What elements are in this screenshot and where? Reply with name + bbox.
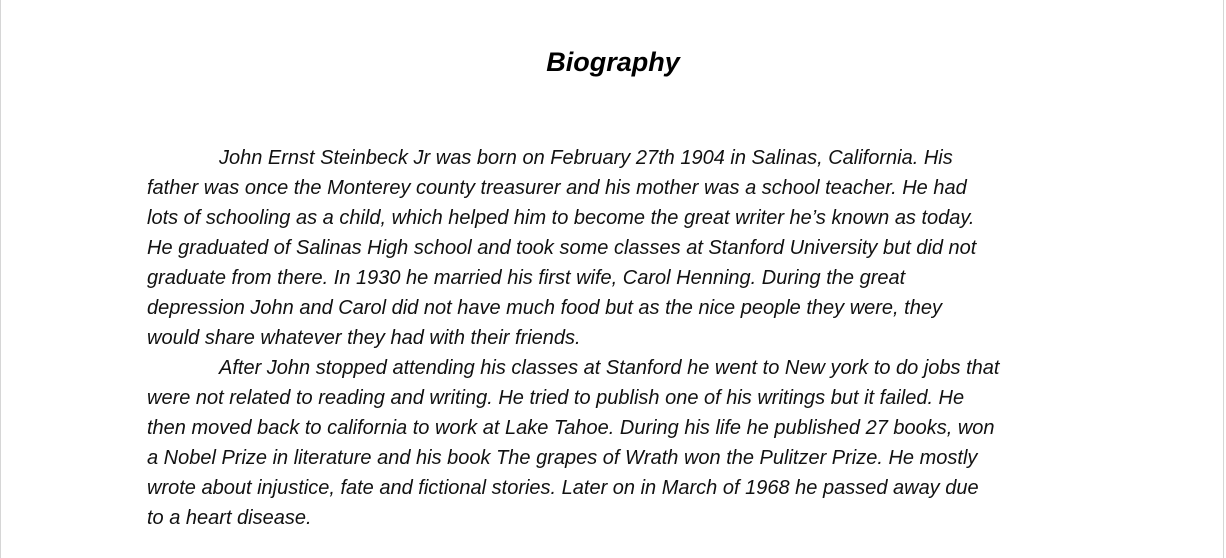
text-line: After John stopped attending his classes at Stanford he went to New york to do jobs that	[219, 357, 1000, 379]
text-line: graduate from there. In 1930 he married his first wife, Carol Henning. During the great	[147, 267, 906, 289]
text-line: lots of schooling as a child, which helped him to become the great writer he’s known as today.	[147, 207, 975, 229]
paragraph-2	[147, 353, 1092, 533]
text-line: a Nobel Prize in literature and his book The grapes of Wrath won the Pulitzer Prize. He mostly	[147, 447, 978, 469]
document-title: Biography	[546, 47, 680, 77]
text-line: He graduated of Salinas High school and took some classes at Stanford University but did not	[147, 237, 977, 259]
text-line: would share whatever they had with their friends.	[147, 327, 581, 349]
text-line: depression John and Carol did not have much food but as the nice people they were, they	[147, 297, 942, 319]
document-body	[147, 143, 1092, 533]
text-line: then moved back to california to work at Lake Tahoe. During his life he published 27 books, won	[147, 417, 995, 439]
text-line: to a heart disease.	[147, 507, 312, 529]
text-line: wrote about injustice, fate and fictional stories. Later on in March of 1968 he passed away due	[147, 477, 979, 499]
paragraph-1	[147, 143, 1092, 353]
text-line: were not related to reading and writing. He tried to publish one of his writings but it failed. He	[147, 387, 965, 409]
text-line: father was once the Monterey county treasurer and his mother was a school teacher. He had	[147, 177, 967, 199]
text-line: John Ernst Steinbeck Jr was born on February 27th 1904 in Salinas, California. His	[219, 147, 953, 169]
